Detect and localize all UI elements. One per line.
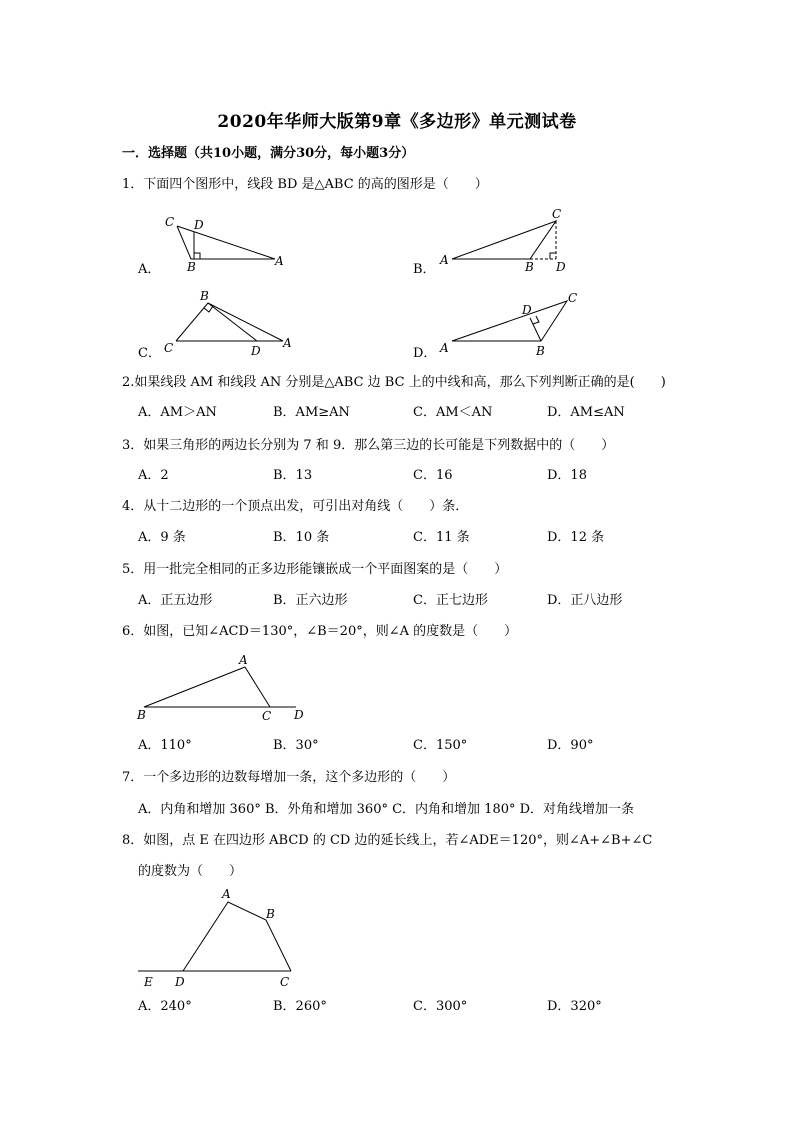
q2-option-d: D．AM≤AN bbox=[547, 405, 625, 420]
section-heading: 一．选择题（共10小题，满分30分，每小题3分） bbox=[122, 146, 415, 161]
q3-option-b: B．13 bbox=[273, 468, 313, 483]
svg-text:B: B bbox=[266, 907, 275, 921]
q3-option-c: C．16 bbox=[413, 468, 453, 483]
svg-text:D: D bbox=[175, 975, 185, 989]
question-8-stem: 8．如图，点 E 在四边形 ABCD 的 CD 边的延长线上，若∠ADE＝120°，则∠A+∠B+∠C bbox=[122, 833, 653, 848]
q4-option-a: A．9 条 bbox=[138, 530, 186, 545]
q5-option-d: D．正八边形 bbox=[547, 593, 623, 608]
q8-option-b: B．260° bbox=[273, 999, 327, 1014]
q5-option-c: C．正七边形 bbox=[413, 593, 488, 608]
svg-text:C: C bbox=[280, 975, 290, 989]
q1-option-a-label: A． bbox=[138, 262, 161, 277]
q4-option-c: C．11 条 bbox=[413, 530, 470, 545]
q1-option-d-label: D． bbox=[413, 346, 437, 361]
q6-option-d: D．90° bbox=[547, 738, 594, 753]
question-6-stem: 6．如图，已知∠ACD＝130°，∠B＝20°，则∠A 的度数是（ ） bbox=[122, 624, 518, 639]
svg-text:D: D bbox=[294, 708, 304, 722]
question-5-stem: 5．用一批完全相同的正多边形能镶嵌成一个平面图案的是（ ） bbox=[122, 562, 508, 577]
svg-text:D: D bbox=[194, 218, 204, 232]
question-8-stem-cont: 的度数为（ ） bbox=[138, 864, 243, 879]
q7-options: A．内角和增加 360° B．外角和增加 360° C．内角和增加 180° D．对角线增加一条 bbox=[138, 802, 635, 817]
svg-text:A: A bbox=[440, 253, 449, 267]
svg-text:A: A bbox=[283, 336, 292, 350]
q6-option-c: C．150° bbox=[413, 738, 468, 753]
q4-option-b: B．10 条 bbox=[273, 530, 330, 545]
question-4-stem: 4．从十二边形的一个顶点出发，可引出对角线（ ）条． bbox=[122, 499, 469, 514]
q5-option-a: A．正五边形 bbox=[138, 593, 213, 608]
svg-text:A: A bbox=[222, 887, 231, 901]
question-2-stem: 2.如果线段 AM 和线段 AN 分别是△ABC 边 BC 上的中线和高，那么下列判断正确的是( ) bbox=[122, 375, 666, 390]
svg-text:B: B bbox=[525, 260, 534, 274]
svg-text:A: A bbox=[239, 653, 248, 667]
q6-option-a: A．110° bbox=[138, 738, 192, 753]
svg-text:C: C bbox=[262, 709, 272, 723]
svg-text:A: A bbox=[275, 254, 284, 268]
q8-option-d: D．320° bbox=[547, 999, 602, 1014]
question-1-stem: 1．下面四个图形中，线段 BD 是△ABC 的高的图形是（ ） bbox=[122, 177, 488, 192]
svg-text:B: B bbox=[536, 344, 545, 358]
q5-option-b: B．正六边形 bbox=[273, 593, 348, 608]
question-7-stem: 7．一个多边形的边数每增加一条，这个多边形的（ ） bbox=[122, 770, 456, 785]
page-title: 2020年华师大版第9章《多边形》单元测试卷 bbox=[217, 112, 577, 132]
q8-option-c: C．300° bbox=[413, 999, 468, 1014]
q3-option-d: D．18 bbox=[547, 468, 587, 483]
q3-option-a: A．2 bbox=[138, 468, 169, 483]
svg-text:D: D bbox=[556, 260, 566, 274]
svg-text:E: E bbox=[144, 975, 153, 989]
q4-option-d: D．12 条 bbox=[547, 530, 605, 545]
svg-text:B: B bbox=[200, 289, 209, 303]
q1-option-c-label: C． bbox=[138, 346, 161, 361]
svg-text:D: D bbox=[251, 344, 261, 358]
q8-option-a: A．240° bbox=[138, 999, 192, 1014]
svg-text:D: D bbox=[522, 303, 532, 317]
svg-text:C: C bbox=[165, 215, 175, 229]
q2-option-a: A．AM＞AN bbox=[138, 405, 217, 420]
svg-text:C: C bbox=[164, 341, 174, 355]
question-3-stem: 3．如果三角形的两边长分别为 7 和 9．那么第三边的长可能是下列数据中的（ ） bbox=[122, 438, 615, 453]
svg-text:C: C bbox=[568, 291, 578, 305]
q6-option-b: B．30° bbox=[273, 738, 319, 753]
q2-option-b: B．AM≥AN bbox=[273, 405, 350, 420]
svg-text:B: B bbox=[137, 708, 146, 722]
q1-option-b-label: B． bbox=[413, 262, 436, 277]
svg-text:C: C bbox=[552, 207, 562, 221]
svg-text:B: B bbox=[187, 260, 196, 274]
svg-text:A: A bbox=[440, 341, 449, 355]
q2-option-c: C．AM＜AN bbox=[413, 405, 493, 420]
